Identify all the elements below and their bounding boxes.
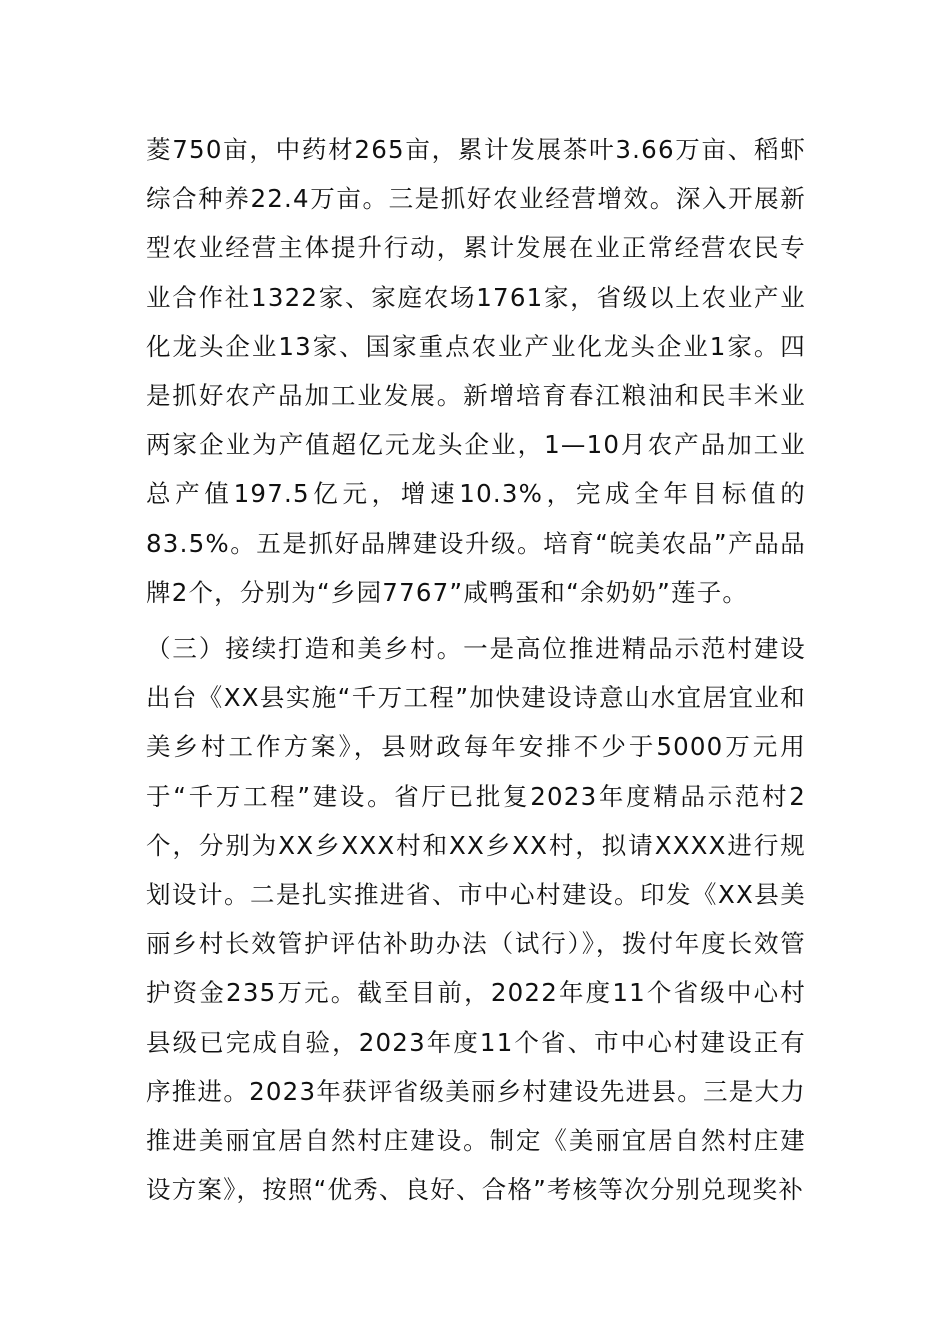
paragraph-agriculture-development (146, 125, 806, 617)
paragraph-text: （三）接续打造和美乡村。一是高位推进精品示范村建设出台《XX县实施“千万工程”加快建设诗意山水宜居宜业和美乡村工作方案》，县财政每年安排不少于5000万元用于“千万工程”建设。省厅已批复2023年度精品示范村2个，分别为XX乡XXX村和XX乡XX村，拟请XXXX进行规划设计。二是扎实推进省、市中心村建设。印发《XX县美丽乡村长效管护评估补助办法（试行）》，拨付年度长效管护资金235万元。截至目前，2022年度11个省级中心村县级已完成自验，2023年度11个省、市中心村建设正有序推进。2023年获评省级美丽乡村建设先进县。三是大力推进美丽宜居自然村庄建设。制定《美丽宜居自然村庄建设方案》，按照“优秀、良好、合格”考核等次分别兑现奖补 (146, 634, 806, 1205)
paragraph-beautiful-village (146, 624, 806, 1214)
paragraph-text: 菱750亩，中药材265亩，累计发展茶叶3.66万亩、稻虾综合种养22.4万亩。三是抓好农业经营增效。深入开展新型农业经营主体提升行动，累计发展在业正常经营农民专业合作社1322家、家庭农场1761家，省级以上农业产业化龙头企业13家、国家重点农业产业化龙头企业1家。四是抓好农产品加工业发展。新增培育春江粮油和民丰米业两家企业为产值超亿元龙头企业，1—10月农产品加工业总产值197.5亿元，增速10.3%，完成全年目标值的83.5%。五是抓好品牌建设升级。培育“皖美农品”产品品牌2个，分别为“乡园7767”咸鸭蛋和“余奶奶”莲子。 (146, 135, 806, 607)
